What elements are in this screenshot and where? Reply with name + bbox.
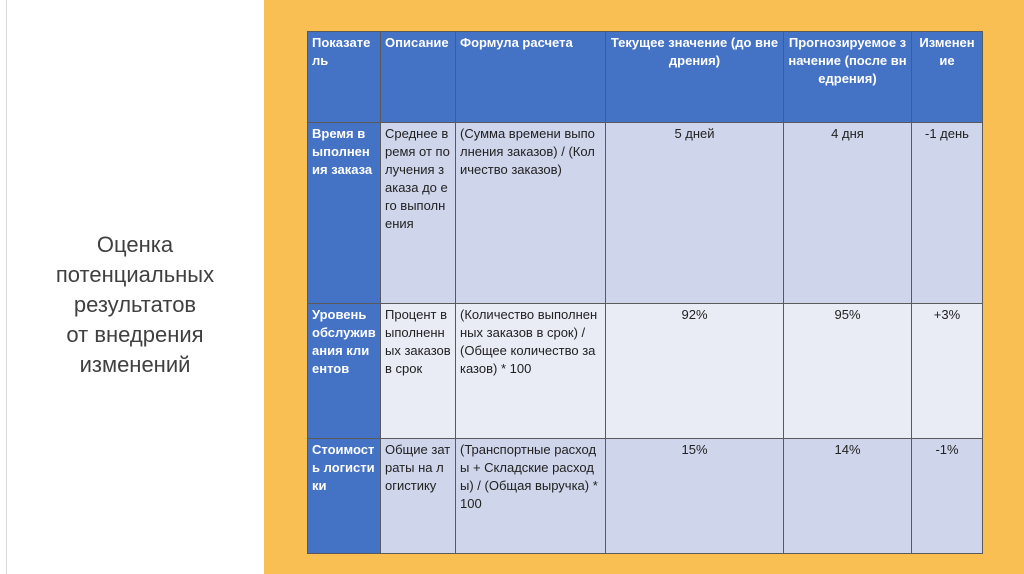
results-table: [307, 31, 983, 554]
cell-indicator: Стоимость логистики: [308, 439, 381, 554]
cell-formula: (Транспортные расходы + Складские расходы) / (Общая выручка) * 100: [456, 439, 606, 554]
title-panel: [0, 0, 264, 574]
header-current-value: Текущее значение (до внедрения): [606, 32, 784, 123]
header-formula: Формула расчета: [456, 32, 606, 123]
slide-title-line: потенциальных: [55, 262, 215, 287]
table-header-row: [308, 32, 983, 123]
cell-formula: (Сумма времени выполнения заказов) / (Количество заказов): [456, 123, 606, 304]
cell-description: Процент выполненных заказов в срок: [381, 304, 456, 439]
cell-forecast-value: 95%: [784, 304, 912, 439]
header-indicator: Показатель: [308, 32, 381, 123]
cell-indicator: Уровень обслуживания клиентов: [308, 304, 381, 439]
slide-title-line: Оценка: [96, 232, 174, 257]
cell-forecast-value: 4 дня: [784, 123, 912, 304]
divider: [6, 0, 7, 574]
cell-forecast-value: 14%: [784, 439, 912, 554]
header-description: Описание: [381, 32, 456, 123]
slide-title-line: результатов: [73, 292, 197, 317]
cell-current-value: 5 дней: [606, 123, 784, 304]
header-change: Изменение: [912, 32, 983, 123]
cell-current-value: 15%: [606, 439, 784, 554]
header-forecast-value: Прогнозируемое значение (после внедрения): [784, 32, 912, 123]
cell-change: -1%: [912, 439, 983, 554]
table-row: [308, 439, 983, 554]
slide-title-line: изменений: [79, 352, 191, 377]
cell-change: -1 день: [912, 123, 983, 304]
cell-formula: (Количество выполненных заказов в срок) / (Общее количество заказов) * 100: [456, 304, 606, 439]
cell-description: Общие затраты на логистику: [381, 439, 456, 554]
cell-description: Среднее время от получения заказа до его выполнения: [381, 123, 456, 304]
table-row: [308, 304, 983, 439]
cell-change: +3%: [912, 304, 983, 439]
slide-title: [28, 230, 242, 380]
cell-indicator: Время выполнения заказа: [308, 123, 381, 304]
slide-title-line: от внедрения: [66, 322, 204, 347]
cell-current-value: 92%: [606, 304, 784, 439]
table-row: [308, 123, 983, 304]
